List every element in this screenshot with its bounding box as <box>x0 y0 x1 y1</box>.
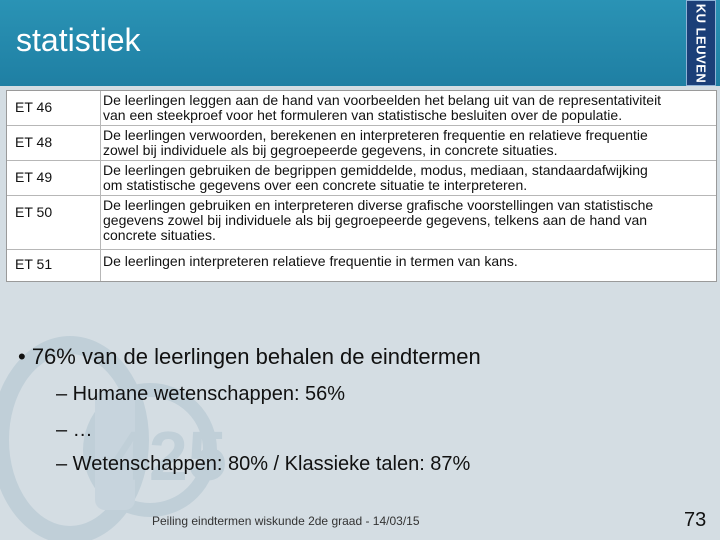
ku-leuven-logo <box>686 0 716 86</box>
row-line: De leerlingen leggen aan de hand van voorbeelden het belang uit van de representativiteit <box>103 92 662 108</box>
slide-header <box>0 0 720 86</box>
table-row <box>7 249 716 281</box>
row-description <box>103 93 707 123</box>
slide-title: statistiek <box>16 22 141 58</box>
table-row <box>7 160 716 195</box>
row-line: concrete situaties. <box>103 227 216 243</box>
row-code: ET 46 <box>15 99 53 115</box>
main-bullet: • 76% van de leerlingen behalen de eindtermen <box>18 344 481 369</box>
row-code: ET 48 <box>15 134 53 150</box>
row-line: om statistische gegevens over een concrete situatie te interpreteren. <box>103 177 528 193</box>
row-code: ET 50 <box>15 204 53 220</box>
row-description <box>103 198 707 243</box>
row-line: gegevens zowel bij individuele als bij gegroepeerde gegevens, telkens aan de hand van <box>103 212 648 228</box>
row-code: ET 49 <box>15 169 53 185</box>
row-line: De leerlingen verwoorden, berekenen en interpreteren frequentie en relatieve frequentie <box>103 127 648 143</box>
sub-bullet: – Humane wetenschappen: 56% <box>56 383 346 405</box>
sub-bullet: – … <box>56 419 93 441</box>
table-row <box>7 195 716 246</box>
logo-text: KU LEUVEN <box>693 3 709 83</box>
row-line: De leerlingen interpreteren relatieve frequentie in termen van kans. <box>103 253 518 269</box>
eindtermen-table <box>6 90 717 282</box>
footer-text: Peiling eindtermen wiskunde 2de graad - 14/03/15 <box>152 514 420 528</box>
table-row <box>7 125 716 160</box>
table-row <box>7 91 716 124</box>
row-description <box>103 254 707 269</box>
row-description <box>103 163 707 193</box>
svg-text:425: 425 <box>110 417 227 495</box>
row-code: ET 51 <box>15 256 53 272</box>
row-line: De leerlingen gebruiken en interpreteren diverse grafische voorstellingen van statistische <box>103 197 654 213</box>
row-description <box>103 128 707 158</box>
row-line: De leerlingen gebruiken de begrippen gemiddelde, modus, mediaan, standaardafwijking <box>103 162 648 178</box>
row-line: zowel bij individuele als bij gegroepeerde gegevens, in concrete situaties. <box>103 142 558 158</box>
page-number: 73 <box>684 509 707 531</box>
sub-bullet: – Wetenschappen: 80% / Klassieke talen: 87% <box>56 453 471 475</box>
row-line: van een steekproef voor het formuleren van statistische besluiten over de populatie. <box>103 107 623 123</box>
